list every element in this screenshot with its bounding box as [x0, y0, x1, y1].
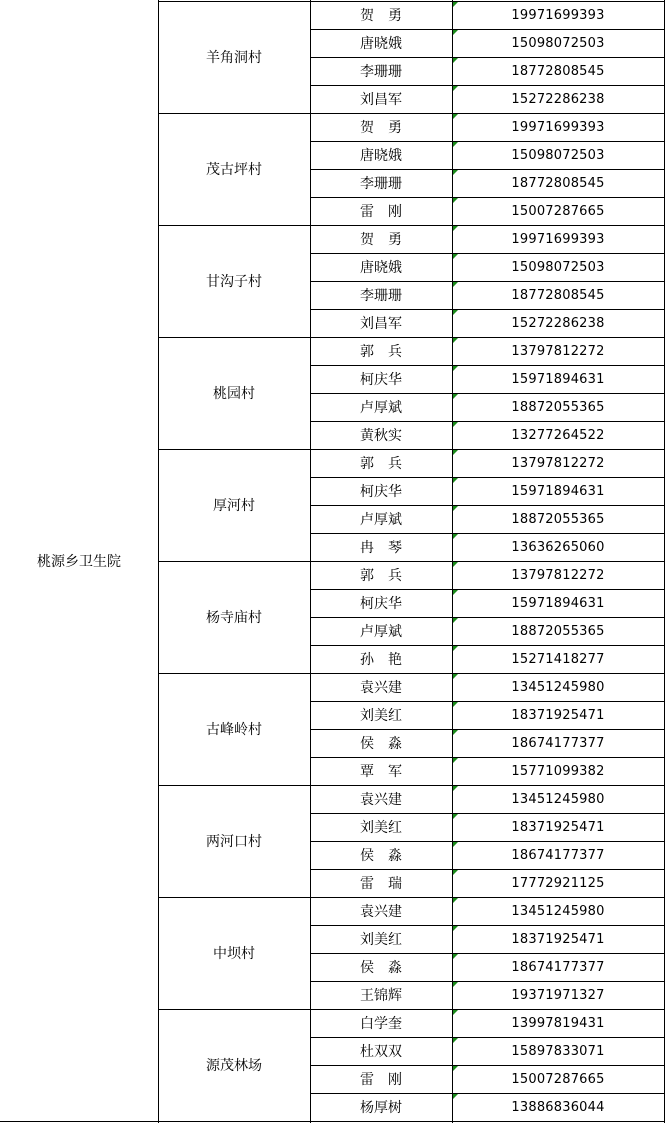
- contact-name-cell: 唐晓娥: [360, 148, 402, 164]
- contact-phone-cell: 15098072503: [511, 259, 605, 275]
- contact-name-cell: 雷 刚: [360, 1072, 402, 1088]
- text-number-indicator: [453, 114, 458, 119]
- text-number-indicator: [453, 422, 458, 427]
- text-number-indicator: [453, 366, 458, 371]
- text-number-indicator: [453, 338, 458, 343]
- contact-phone-cell: 13997819431: [511, 1015, 605, 1031]
- text-number-indicator: [453, 1094, 458, 1099]
- village-name-cell: 杨寺庙村: [206, 610, 262, 626]
- contact-phone-cell: 18371925471: [511, 707, 605, 723]
- contact-phone-cell: 15007287665: [511, 203, 605, 219]
- contact-name-cell: 贺 勇: [360, 8, 402, 24]
- contact-phone-cell: 13636265060: [511, 539, 605, 555]
- text-number-indicator: [453, 506, 458, 511]
- text-number-indicator: [453, 1010, 458, 1015]
- contact-name-cell: 唐晓娥: [360, 36, 402, 52]
- text-number-indicator: [453, 730, 458, 735]
- contact-phone-cell: 15771099382: [511, 763, 605, 779]
- text-number-indicator: [453, 478, 458, 483]
- village-name-cell: 茂古坪村: [206, 162, 262, 178]
- text-number-indicator: [453, 1038, 458, 1043]
- contact-name-cell: 袁兴建: [360, 904, 402, 920]
- contact-name-cell: 李珊珊: [360, 176, 402, 192]
- text-number-indicator: [453, 982, 458, 987]
- text-number-indicator: [453, 142, 458, 147]
- contact-name-cell: 刘美红: [360, 708, 402, 724]
- contact-name-cell: 刘美红: [360, 820, 402, 836]
- contact-name-cell: 侯 淼: [360, 848, 402, 864]
- text-number-indicator: [453, 786, 458, 791]
- text-number-indicator: [453, 30, 458, 35]
- table-bottom-border: [0, 1121, 664, 1122]
- contact-phone-cell: 18872055365: [511, 623, 605, 639]
- contact-name-cell: 孙 艳: [360, 652, 402, 668]
- contact-name-cell: 侯 淼: [360, 736, 402, 752]
- contact-phone-cell: 13797812272: [511, 567, 605, 583]
- contact-name-cell: 侯 淼: [360, 960, 402, 976]
- contact-phone-cell: 15971894631: [511, 483, 605, 499]
- contact-phone-cell: 19971699393: [511, 119, 605, 135]
- contact-name-cell: 郭 兵: [360, 568, 402, 584]
- text-number-indicator: [453, 674, 458, 679]
- contact-phone-cell: 13797812272: [511, 343, 605, 359]
- contact-name-cell: 雷 瑞: [360, 876, 402, 892]
- contact-phone-cell: 15971894631: [511, 371, 605, 387]
- contact-name-cell: 唐晓娥: [360, 260, 402, 276]
- contact-phone-cell: 18772808545: [511, 63, 605, 79]
- contact-name-cell: 雷 刚: [360, 204, 402, 220]
- contact-phone-cell: 18872055365: [511, 511, 605, 527]
- contact-phone-cell: 15098072503: [511, 35, 605, 51]
- village-name-cell: 桃园村: [213, 386, 255, 402]
- contact-phone-cell: 15007287665: [511, 1071, 605, 1087]
- text-number-indicator: [453, 394, 458, 399]
- text-number-indicator: [453, 86, 458, 91]
- contact-phone-cell: 15098072503: [511, 147, 605, 163]
- contact-phone-cell: 15971894631: [511, 595, 605, 611]
- text-number-indicator: [453, 170, 458, 175]
- text-number-indicator: [453, 618, 458, 623]
- contact-phone-cell: 18674177377: [511, 959, 605, 975]
- contact-name-cell: 卢厚斌: [360, 512, 402, 528]
- contact-name-cell: 袁兴建: [360, 680, 402, 696]
- village-name-cell: 厚河村: [213, 498, 255, 514]
- contact-phone-cell: 13797812272: [511, 455, 605, 471]
- text-number-indicator: [453, 702, 458, 707]
- text-number-indicator: [453, 926, 458, 931]
- contact-phone-cell: 19371971327: [511, 987, 605, 1003]
- hospital-cell: 桃源乡卫生院: [37, 554, 121, 570]
- contact-phone-cell: 18772808545: [511, 175, 605, 191]
- contact-name-cell: 袁兴建: [360, 792, 402, 808]
- contact-phone-cell: 13277264522: [511, 427, 605, 443]
- contact-name-cell: 郭 兵: [360, 344, 402, 360]
- text-number-indicator: [453, 646, 458, 651]
- text-number-indicator: [453, 842, 458, 847]
- contact-phone-cell: 19971699393: [511, 7, 605, 23]
- village-name-cell: 甘沟子村: [206, 274, 262, 290]
- contact-name-cell: 李珊珊: [360, 64, 402, 80]
- text-number-indicator: [453, 814, 458, 819]
- contact-name-cell: 刘美红: [360, 932, 402, 948]
- contact-phone-cell: 15271418277: [511, 651, 605, 667]
- text-number-indicator: [453, 898, 458, 903]
- contact-phone-cell: 18674177377: [511, 735, 605, 751]
- contact-phone-cell: 18674177377: [511, 847, 605, 863]
- contact-name-cell: 郭 兵: [360, 456, 402, 472]
- text-number-indicator: [453, 58, 458, 63]
- contact-name-cell: 贺 勇: [360, 120, 402, 136]
- contact-name-cell: 柯庆华: [360, 484, 402, 500]
- contact-name-cell: 柯庆华: [360, 596, 402, 612]
- contact-phone-cell: 13451245980: [511, 679, 605, 695]
- contact-name-cell: 卢厚斌: [360, 624, 402, 640]
- text-number-indicator: [453, 758, 458, 763]
- contact-name-cell: 白学奎: [360, 1016, 402, 1032]
- text-number-indicator: [453, 534, 458, 539]
- text-number-indicator: [453, 870, 458, 875]
- contact-phone-cell: 13886836044: [511, 1099, 605, 1115]
- village-name-cell: 源茂林场: [206, 1058, 262, 1074]
- text-number-indicator: [453, 198, 458, 203]
- contact-name-cell: 贺 勇: [360, 232, 402, 248]
- text-number-indicator: [453, 954, 458, 959]
- village-name-cell: 两河口村: [206, 834, 262, 850]
- contact-name-cell: 刘昌军: [360, 92, 402, 108]
- contact-phone-cell: 15897833071: [511, 1043, 605, 1059]
- text-number-indicator: [453, 562, 458, 567]
- contact-name-cell: 冉 琴: [360, 540, 402, 556]
- contact-name-cell: 王锦辉: [360, 988, 402, 1004]
- text-number-indicator: [453, 226, 458, 231]
- contact-phone-cell: 18872055365: [511, 399, 605, 415]
- contact-name-cell: 柯庆华: [360, 372, 402, 388]
- text-number-indicator: [453, 254, 458, 259]
- contact-name-cell: 黄秋实: [360, 428, 402, 444]
- text-number-indicator: [453, 590, 458, 595]
- contact-phone-cell: 15272286238: [511, 315, 605, 331]
- text-number-indicator: [453, 2, 458, 7]
- contact-name-cell: 覃 军: [360, 764, 402, 780]
- contact-phone-cell: 19971699393: [511, 231, 605, 247]
- text-number-indicator: [453, 450, 458, 455]
- text-number-indicator: [453, 310, 458, 315]
- village-name-cell: 羊角洞村: [206, 50, 262, 66]
- contact-name-cell: 李珊珊: [360, 288, 402, 304]
- contact-name-cell: 卢厚斌: [360, 400, 402, 416]
- contact-phone-cell: 13451245980: [511, 791, 605, 807]
- contact-name-cell: 杜双双: [360, 1044, 402, 1060]
- village-name-cell: 中坝村: [213, 946, 255, 962]
- contact-name-cell: 杨厚树: [360, 1100, 402, 1116]
- contact-phone-cell: 17772921125: [511, 875, 605, 891]
- text-number-indicator: [453, 1066, 458, 1071]
- contact-name-cell: 刘昌军: [360, 316, 402, 332]
- text-number-indicator: [453, 282, 458, 287]
- village-name-cell: 古峰岭村: [206, 722, 262, 738]
- contact-phone-cell: 18371925471: [511, 931, 605, 947]
- contact-phone-cell: 13451245980: [511, 903, 605, 919]
- contact-phone-cell: 18772808545: [511, 287, 605, 303]
- contact-phone-cell: 18371925471: [511, 819, 605, 835]
- contact-phone-cell: 15272286238: [511, 91, 605, 107]
